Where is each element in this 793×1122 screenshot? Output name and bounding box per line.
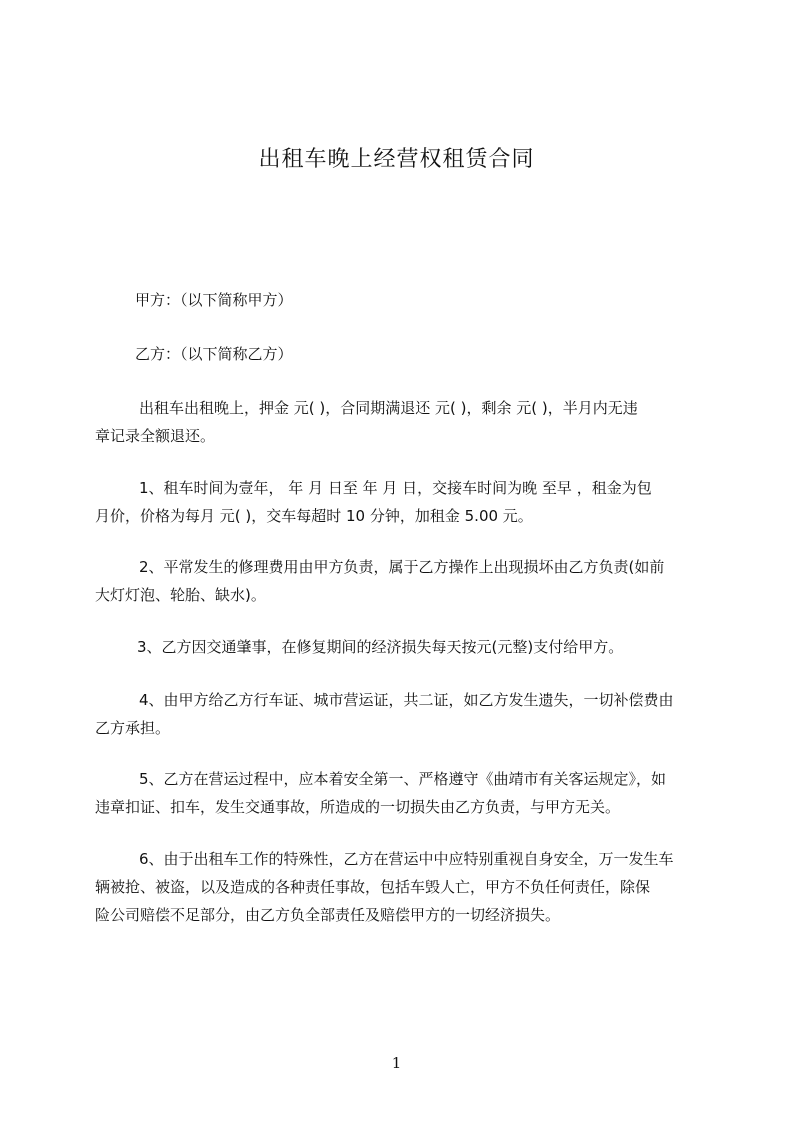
- paragraph-line: 章记录全额退还。: [95, 427, 216, 445]
- paragraph-line: 1、租车时间为壹年， 年 月 日至 年 月 日，交接车时间为晚 至早 ，租金为包: [139, 479, 652, 497]
- paragraph-line: 出租车出租晚上，押金 元( )，合同期满退还 元( )，剩余 元( )，半月内无违: [139, 399, 638, 417]
- paragraph-line: 乙方承担。: [95, 719, 171, 737]
- clause-5: [95, 765, 713, 821]
- clause-1: [95, 474, 713, 530]
- paragraph-line: 3、乙方因交通肇事，在修复期间的经济损失每天按元(元整)支付给甲方。: [137, 638, 624, 656]
- party-a-line: 甲方：（以下简称甲方）: [135, 291, 293, 309]
- paragraph-line: 大灯灯泡、轮胎、缺水)。: [95, 586, 266, 604]
- paragraph-line: 6、由于出租车工作的特殊性，乙方在营运中中应特别重视自身安全，万一发生车: [139, 850, 674, 868]
- clause-6: [95, 845, 713, 929]
- paragraph-line: 4、由甲方给乙方行车证、城市营运证，共二证，如乙方发生遗失，一切补偿费由: [139, 691, 674, 709]
- clause-2: [95, 553, 713, 609]
- party-b-line: 乙方：（以下简称乙方）: [135, 345, 293, 363]
- paragraph-line: 辆被抢、被盗，以及造成的各种责任事故，包括车毁人亡，甲方不负任何责任，除保: [95, 878, 651, 896]
- paragraph-line: 违章扣证、扣车，发生交通事故，所造成的一切损失由乙方负责，与甲方无关。: [95, 798, 621, 816]
- paragraph-line: 5、乙方在营运过程中，应本着安全第一、严格遵守《曲靖市有关客运规定》，如: [139, 770, 667, 788]
- paragraph-line: 月价，价格为每月 元( )，交车每超时 10 分钟，加租金 5.00 元。: [95, 507, 533, 525]
- paragraph-line: 2、平常发生的修理费用由甲方负责，属于乙方操作上出现损坏由乙方负责(如前: [139, 558, 665, 576]
- clause-4: [95, 686, 713, 742]
- clause-3: [95, 633, 713, 661]
- paragraph-deposit: [95, 394, 713, 450]
- paragraph-line: 险公司赔偿不足部分，由乙方负全部责任及赔偿甲方的一切经济损失。: [95, 906, 561, 924]
- page-number: 1: [391, 1054, 402, 1072]
- document-title: 出租车晚上经营权租赁合同: [258, 147, 535, 172]
